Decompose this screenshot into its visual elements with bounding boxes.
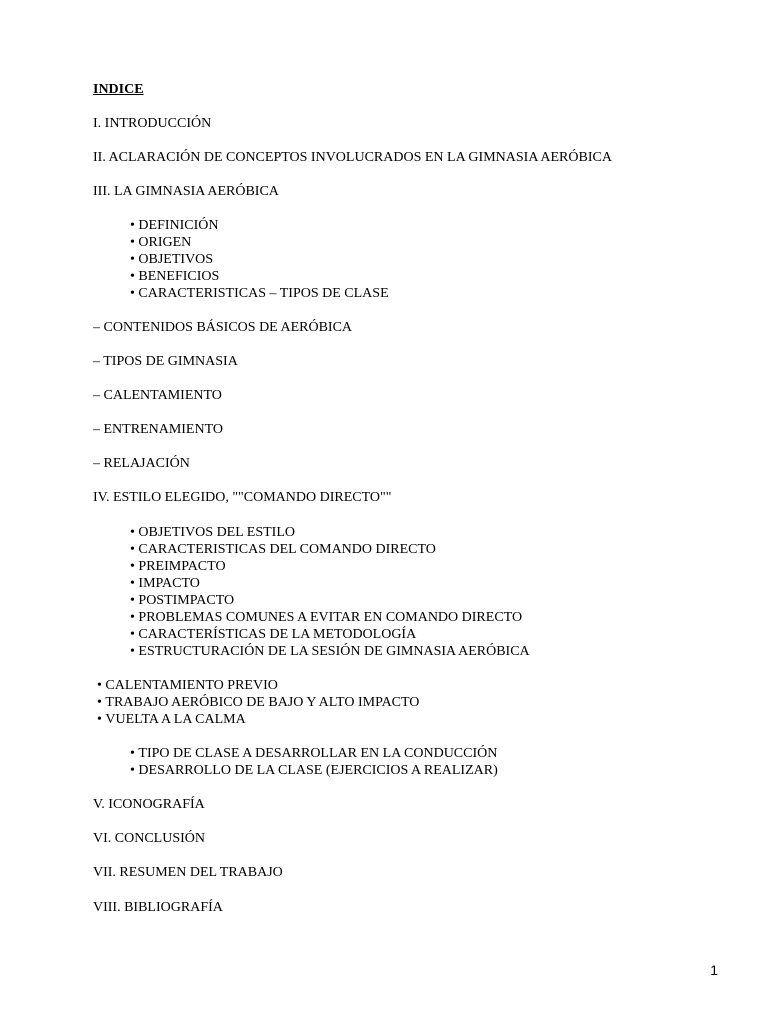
list-item: • CARACTERÍSTICAS DE LA METODOLOGÍA bbox=[130, 626, 416, 643]
page-number: 1 bbox=[710, 962, 718, 978]
list-item: • DESARROLLO DE LA CLASE (EJERCICIOS A REALIZAR) bbox=[130, 762, 498, 779]
list-item: • BENEFICIOS bbox=[130, 268, 219, 285]
dash-item: – CALENTAMIENTO bbox=[93, 388, 222, 403]
dash-item: – RELAJACIÓN bbox=[93, 456, 190, 471]
list-item: • TIPO DE CLASE A DESARROLLAR EN LA CONDUCCIÓN bbox=[130, 745, 497, 762]
list-item: • TRABAJO AERÓBICO DE BAJO Y ALTO IMPACTO bbox=[97, 694, 419, 711]
section-resumen: VII. RESUMEN DEL TRABAJO bbox=[93, 865, 283, 880]
dash-item: – TIPOS DE GIMNASIA bbox=[93, 354, 238, 369]
list-item: • DEFINICIÓN bbox=[130, 217, 219, 234]
section-conclusion: VI. CONCLUSIÓN bbox=[93, 831, 205, 846]
list-item: • PROBLEMAS COMUNES A EVITAR EN COMANDO DIRECTO bbox=[130, 609, 522, 626]
list-item: • PREIMPACTO bbox=[130, 558, 226, 575]
list-item: • ESTRUCTURACIÓN DE LA SESIÓN DE GIMNASIA AERÓBICA bbox=[130, 643, 530, 660]
section-bibliografia: VIII. BIBLIOGRAFÍA bbox=[93, 900, 223, 915]
list-item: • CARACTERISTICAS – TIPOS DE CLASE bbox=[130, 285, 389, 302]
list-item: • OBJETIVOS bbox=[130, 251, 213, 268]
dash-item: – ENTRENAMIENTO bbox=[93, 422, 224, 437]
list-item: • CALENTAMIENTO PREVIO bbox=[97, 677, 278, 694]
section-estilo-elegido: IV. ESTILO ELEGIDO, ""COMANDO DIRECTO"" bbox=[93, 490, 392, 505]
list-item: • IMPACTO bbox=[130, 575, 200, 592]
index-title: INDICE bbox=[93, 82, 144, 97]
section-aclaracion: II. ACLARACIÓN DE CONCEPTOS INVOLUCRADOS EN LA GIMNASIA AERÓBICA bbox=[93, 150, 612, 165]
list-item: • ORIGEN bbox=[130, 234, 191, 251]
list-item: • CARACTERISTICAS DEL COMANDO DIRECTO bbox=[130, 541, 436, 558]
section-gimnasia-aerobica: III. LA GIMNASIA AERÓBICA bbox=[93, 184, 279, 199]
list-item: • VUELTA A LA CALMA bbox=[97, 711, 246, 728]
dash-item: – CONTENIDOS BÁSICOS DE AERÓBICA bbox=[93, 320, 353, 335]
section-introduccion: I. INTRODUCCIÓN bbox=[93, 116, 212, 131]
section-iconografia: V. ICONOGRAFÍA bbox=[93, 797, 205, 812]
list-item: • POSTIMPACTO bbox=[130, 592, 234, 609]
list-item: • OBJETIVOS DEL ESTILO bbox=[130, 524, 295, 541]
